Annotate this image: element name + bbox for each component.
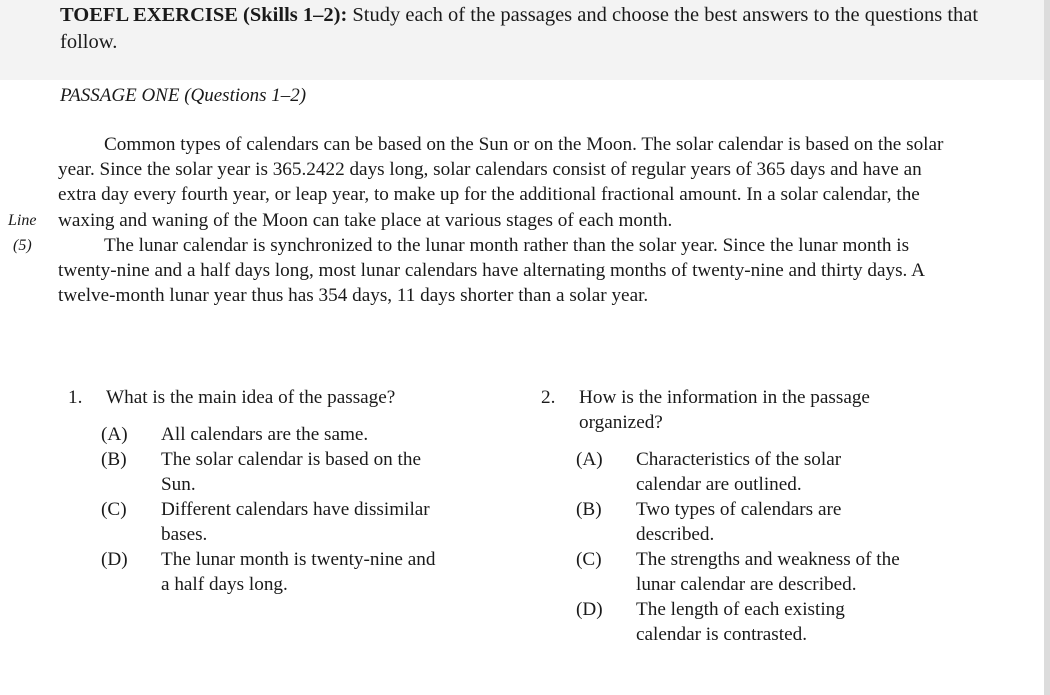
question-stem — [68, 385, 488, 410]
choice-letter: (B) — [101, 449, 127, 470]
question-2 — [541, 385, 961, 647]
margin-line-label: Line — [8, 212, 37, 229]
question-number: 1. — [68, 387, 83, 408]
answer-choices — [576, 447, 906, 647]
answer-choice-b[interactable] — [101, 447, 441, 497]
question-text: What is the main idea of the passage? — [106, 387, 396, 408]
answer-choice-c[interactable] — [101, 497, 441, 547]
choice-letter: (C) — [576, 549, 602, 570]
choice-letter: (A) — [576, 449, 603, 470]
passage-text — [58, 132, 958, 308]
answer-choices — [101, 422, 441, 597]
exercise-title — [60, 2, 980, 56]
choice-text: All calendars are the same. — [161, 424, 369, 445]
answer-choice-c[interactable] — [576, 547, 906, 597]
choice-text: Different calendars have dissimilar bases. — [161, 499, 430, 545]
exercise-title-instructions: Study each of the passages and choose the best answers to the questions that follow. — [60, 4, 979, 53]
question-1 — [68, 385, 488, 597]
passage-label: PASSAGE ONE (Questions 1–2) — [60, 85, 307, 106]
answer-choice-d[interactable] — [576, 597, 906, 647]
answer-choice-b[interactable] — [576, 497, 906, 547]
choice-text: The solar calendar is based on the Sun. — [161, 449, 421, 495]
question-number: 2. — [541, 387, 556, 408]
passage-paragraph-2: The lunar calendar is synchronized to the lunar month rather than the solar year. Since the lunar month is twenty-nine and a half days long, most lunar calendars have alternating months of twenty-nine and thirty days. A twelve-month lunar year thus has 354 days, 11 days shorter than a solar year. — [58, 234, 924, 307]
choice-text: The strengths and weakness of the lunar calendar are described. — [636, 549, 900, 595]
answer-choice-a[interactable] — [576, 447, 906, 497]
choice-letter: (D) — [101, 549, 128, 570]
passage-paragraph-1: Common types of calendars can be based on the Sun or on the Moon. The solar calendar is based on the solar year. Since the solar year is 365.2422 days long, solar calendars consist of regular years of 365 days and have an extra day every fourth year, or leap year, to make up for the additional fractional amount. In a solar calendar, the waxing and waning of the Moon can take place at various stages of each month. — [58, 134, 944, 231]
choice-letter: (A) — [101, 424, 128, 445]
choice-text: Two types of calendars are described. — [636, 499, 842, 545]
question-text: How is the information in the passage organized? — [579, 387, 870, 433]
answer-choice-a[interactable] — [101, 422, 441, 447]
choice-letter: (B) — [576, 499, 602, 520]
margin-line-number: (5) — [13, 237, 32, 254]
question-stem — [541, 385, 919, 435]
choice-letter: (D) — [576, 599, 603, 620]
exercise-title-bold: TOEFL EXERCISE (Skills 1–2): — [60, 4, 348, 26]
choice-text: Characteristics of the solar calendar are outlined. — [636, 449, 842, 495]
choice-text: The lunar month is twenty-nine and a half days long. — [161, 549, 436, 595]
page-edge — [1044, 0, 1050, 695]
choice-text: The length of each existing calendar is contrasted. — [636, 599, 845, 645]
choice-letter: (C) — [101, 499, 127, 520]
answer-choice-d[interactable] — [101, 547, 441, 597]
